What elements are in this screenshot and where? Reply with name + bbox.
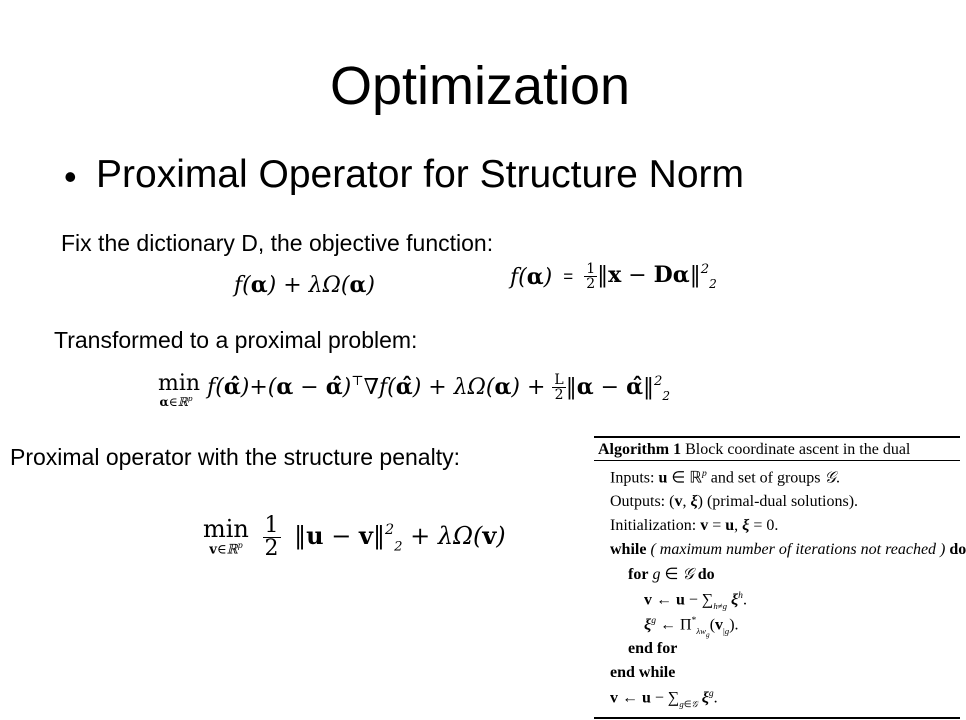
algorithm-update-v: v ← $u - \sum_{h\ne g}$ $\xi^h$.	[644, 590, 747, 612]
algorithm-outputs: Outputs: (v, ξ) (primal-dual solutions).	[610, 493, 859, 510]
equals-sign: =	[563, 266, 574, 286]
bullet-heading: Proximal Operator for Structure Norm	[96, 153, 745, 196]
algorithm-title-label: Algorithm 1	[598, 441, 682, 458]
label-fix-dictionary: Fix the dictionary D, the objective function:	[61, 230, 494, 256]
algorithm-box	[594, 436, 966, 720]
slide-title: Optimization	[329, 56, 631, 116]
inputs-text: and set of groups	[710, 469, 821, 487]
kw-end-while: end while	[610, 664, 676, 681]
algorithm-header-rule	[594, 460, 960, 461]
algorithm-end-while	[610, 665, 675, 681]
algorithm-inputs: Inputs: u ∈ ℝ$^p$ and set of groups 𝒢.	[610, 468, 840, 487]
kw-while: while	[610, 541, 647, 558]
algorithm-for: for g ∈ 𝒢 do	[628, 566, 715, 583]
label-proximal-operator: Proximal operator with the structure penalty:	[10, 444, 460, 470]
algorithm-update-xi: $\xi^g$ ← $\Pi^*_{\lambda w_g}(v_{|g})$.	[644, 615, 739, 639]
algorithm-title	[598, 442, 910, 458]
objective-formula: f(α) + λΩ(α)	[234, 272, 375, 298]
kw-while-do: do	[949, 541, 966, 558]
proximal-problem-formula: min α∈ℝ$^p$ f(α̂)+(α − α̂)⊤∇f(α̂) + λΩ(α) + $\frac{L}{2}$ ‖α − α̂‖$^2_2$	[158, 371, 671, 410]
algorithm-top-rule	[594, 436, 960, 438]
proximal-operator-formula: min v∈ℝ$^p$ $\frac{1}{2}$ ‖u − v‖$^2_2$ + λΩ(v)	[203, 513, 506, 561]
algorithm-title-text: Block coordinate ascent in the dual	[685, 441, 911, 458]
algorithm-while	[610, 542, 966, 558]
outputs-label: Outputs:	[610, 493, 666, 510]
outputs-text: (primal-dual solutions).	[706, 493, 859, 510]
inputs-label: Inputs:	[610, 469, 655, 487]
algorithm-initialization: Initialization: v = u, ξ = 0.	[610, 517, 779, 534]
while-condition: ( maximum number of iterations not reached )	[650, 541, 946, 558]
kw-end-for: end for	[628, 640, 678, 657]
algorithm-bottom-rule	[594, 717, 960, 719]
bullet-marker: •	[64, 156, 77, 197]
label-transformed: Transformed to a proximal problem:	[54, 327, 418, 353]
kw-for-do: do	[697, 566, 715, 583]
algorithm-final-v: v ← $u - \sum_{g\in 𝒢}$ $\xi^g$.	[610, 688, 718, 710]
algorithm-end-for	[628, 641, 677, 657]
loss-formula: f(α) = $\frac{1}{2}$ ‖x − Dα‖$^2_2$	[510, 261, 717, 293]
kw-for: for	[628, 566, 649, 583]
init-label: Initialization:	[610, 517, 697, 534]
